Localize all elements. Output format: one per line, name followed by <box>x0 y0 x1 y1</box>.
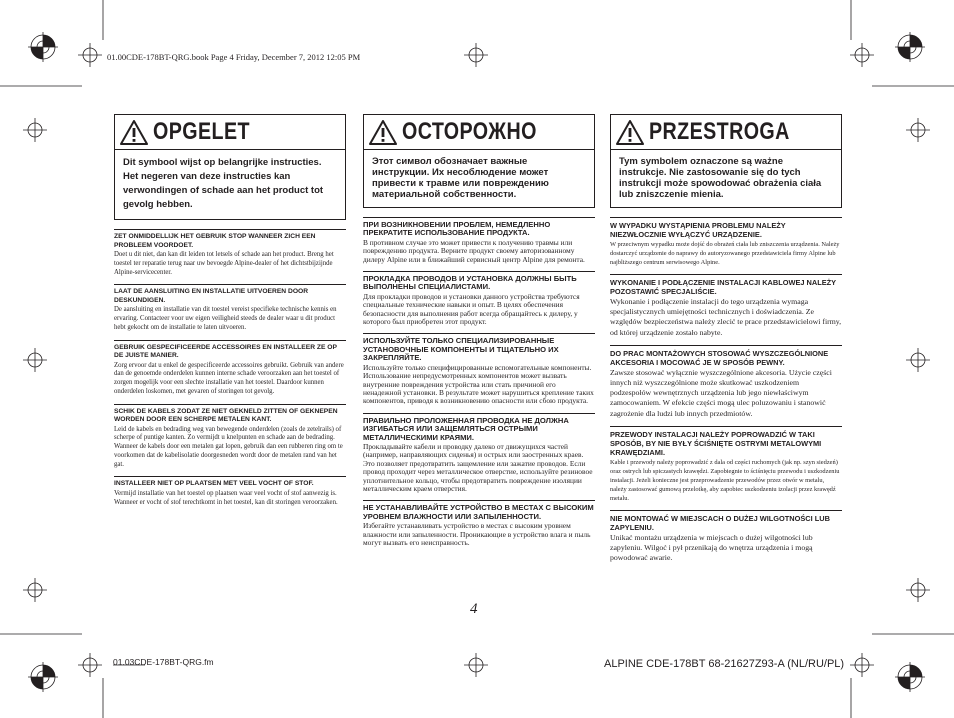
section-body: Используйте только специфицированные вспомогательные компоненты. Использование непредусмотренных компонентов может вызвать внутренние повреждения устройства или стать причиной его ненадежной установки. В результате может нарушиться крепление таких компонентов, приводя к возникновению опасности или сбою продукта. <box>363 362 594 406</box>
section-heading: ZET ONMIDDELLIJK HET GEBRUIK STOP WANNEER ZICH EEN PROBLEEM VOORDOET. <box>114 233 316 249</box>
section <box>610 510 842 564</box>
section-body: De aansluiting en installatie van dit toestel vereist specifieke technische kennis en ervaring. Contacteer voor uw eigen veiligheid steeds de dealer waar u dit product hebt gekocht om de installatie te laten uitvoeren. <box>114 306 337 331</box>
section-body: Leid de kabels en bedrading weg van bewegende onderdelen (zoals de zetelrails) of scherpe of puntige kanten. Zo vermijdt u knelpunten en schade aan de bedrading. Wanneer de kabels door een metalen gat lopen, gebruik dan een rubberen ring om te voorkomen dat de kabelisolatie doorgesneden wordt door de metalen rand van het gat. <box>114 425 343 468</box>
footer-model-code: ALPINE CDE-178BT 68-21627Z93-A (NL/RU/PL) <box>604 658 845 670</box>
section <box>610 426 842 503</box>
section-body: Unikać montażu urządzenia w miejscach o dużej wilgotności lub zapyleniu. Wilgoć i pył przenikają do wnętrza urządzenia i mogą powodować awarie. <box>610 532 813 563</box>
section <box>363 271 595 326</box>
caution-title: PRZESTROGA <box>649 118 790 145</box>
section-heading: SCHIK DE KABELS ZODAT ZE NIET GEKNELD ZITTEN OF GEKNEPEN WORDEN DOOR EEN SCHERPE METALEN KANT. <box>114 407 338 424</box>
section-heading: GEBRUIK GESPECIFICEERDE ACCESSOIRES EN INSTALLEER ZE OP DE JUISTE MANIER. <box>114 343 337 360</box>
section <box>363 500 595 547</box>
section <box>610 345 842 419</box>
column-dutch <box>114 114 346 514</box>
page-number: 4 <box>470 601 478 617</box>
section-heading: ПРАВИЛЬНО ПРОЛОЖЕННАЯ ПРОВОДКА НЕ ДОЛЖНА ИЗГИБАТЬСЯ ИЛИ ЗАЩЕМЛЯТЬСЯ ОСТРЫМИ МЕТАЛЛИЧЕСКИМИ КРАЯМИ. <box>363 415 569 442</box>
caution-intro: Tym symbolem oznaczone są ważne instrukcje. Nie zastosowanie się do tych instrukcji może spowodować obrażenia ciała lub zniszczenie mienia. <box>610 150 842 208</box>
section-heading: LAAT DE AANSLUITING EN INSTALLATIE UITVOEREN DOOR DESKUNDIGEN. <box>114 288 309 304</box>
section-body: Wykonanie i podłączenie instalacji do tego urządzenia wymaga specjalistycznych umiejętności technicznych i doświadczenia. Ze względów bezpieczeństwa należy zlecić te prace przedstawicielowi firmy, od której urządzenie zostało nabyte. <box>610 297 842 337</box>
section-body: Zawsze stosować wyłącznie wyszczególnione akcesoria. Użycie części innych niż wyszczególnione może skutkować uszkodzeniem podzespołów wewnętrznych urządzenia lub jego niewłaściwym zamocowaniem. W efekcie części mogą ulec poluzowaniu i stanowić zagrożenie dla ludzi lub innych przedmiotów. <box>610 367 832 418</box>
section-heading: DO PRAC MONTAŻOWYCH STOSOWAĆ WYSZCZEGÓLNIONE AKCESORIA I MOCOWAĆ JE W SPOSÓB PEWNY. <box>610 348 829 367</box>
section-body: Для прокладки проводов и установки данного устройства требуются специальные технические навыки и опыт. В целях обеспечения безопасности для выполнения работ всегда обращайтесь к дилеру, у которого был приобретен этот продукт. <box>363 291 580 327</box>
column-polish <box>610 114 842 570</box>
caution-title: OPGELET <box>153 118 250 145</box>
section <box>363 413 595 494</box>
section-body: Vermijd installatie van het toestel op plaatsen waar veel vocht of stof aanwezig is. Wanneer er vocht of stof terechtkomt in het toestel, kan dit storingen veroorzaken. <box>114 489 338 506</box>
section-body: Doet u dit niet, dan kan dit leiden tot letsels of schade aan het product. Breng het toestel ter reparatie terug naar uw bevoegde Alpine-dealer of het dichtstbijzijnde Alpine-servicecenter. <box>114 251 334 276</box>
warning-triangle-icon <box>119 119 149 146</box>
section-heading: PRZEWODY INSTALACJI NALEŻY POPROWADZIĆ W TAKI SPOSÓB, BY NIE BYŁY ŚCIŚNIĘTE OSTRYMI METALOWYMI KRAWĘDZIAMI. <box>610 429 822 457</box>
warning-triangle-icon <box>368 119 398 146</box>
section-heading: NIE MONTOWAĆ W MIEJSCACH O DUŻEJ WILGOTNOŚCI LUB ZAPYLENIU. <box>610 513 830 532</box>
section-heading: ПРИ ВОЗНИКНОВЕНИИ ПРОБЛЕМ, НЕМЕДЛЕННО ПРЕКРАТИТЕ ИСПОЛЬЗОВАНИЕ ПРОДУКТА. <box>363 220 551 238</box>
file-info-header: 01.00CDE-178BT-QRG.book Page 4 Friday, December 7, 2012 12:05 PM <box>107 52 361 62</box>
section-heading: WYKONANIE I PODŁĄCZENIE INSTALACJI KABLOWEJ NALEŻY POZOSTAWIĆ SPECJALIŚCIE. <box>610 278 836 296</box>
caution-intro: Dit symbool wijst op belangrijke instructies. Het negeren van deze instructies kan verwondingen of schade aan het product tot gevolg hebben. <box>114 150 346 220</box>
caution-intro: Этот символ обозначает важные инструкции. Их несоблюдение может привести к травме или повреждению материальной собственности. <box>363 150 595 208</box>
section-body: W przeciwnym wypadku może dojść do obrażeń ciała lub zniszczenia urządzenia. Należy dostarczyć urządzenie do naprawy do autoryzowanego przedstawiciela firmy Alpine lub najbliższego centrum serwisowego Alpine. <box>610 241 840 266</box>
warning-triangle-icon <box>615 119 645 146</box>
section-heading: НЕ УСТАНАВЛИВАЙТЕ УСТРОЙСТВО В МЕСТАХ С ВЫСОКИМ УРОВНЕМ ВЛАЖНОСТИ ИЛИ ЗАПЫЛЕННОСТИ. <box>363 503 594 521</box>
section-heading: ИСПОЛЬЗУЙТЕ ТОЛЬКО СПЕЦИАЛИЗИРОВАННЫЕ УСТАНОВОЧНЫЕ КОМПОНЕНТЫ И ТЩАТЕЛЬНО ИХ ЗАКРЕПЛЯЙТЕ. <box>363 336 559 363</box>
section <box>114 229 346 277</box>
section <box>363 217 595 264</box>
section <box>114 284 346 332</box>
section <box>114 340 346 397</box>
section <box>363 333 595 405</box>
caution-banner <box>114 114 346 150</box>
section <box>114 404 346 470</box>
caution-banner <box>363 114 595 150</box>
section-body: Zorg ervoor dat u enkel de gespecificeerde accessoires gebruikt. Gebruik van andere dan de genoemde onderdelen kunnen interne schade veroorzaken aan het toestel of zorgen mogelijk voor een slechte installatie van het toestel. Daardoor kunnen onderdelen loskomen, met gevaren of storingen tot gevolg. <box>114 361 344 395</box>
section-body: Избегайте устанавливать устройство в местах с высоким уровнем влажности или запыленности. Проникающие в устройство влага и пыль могут вызвать его неисправность. <box>363 521 591 547</box>
section-heading: INSTALLEER NIET OP PLAATSEN MET VEEL VOCHT OF STOF. <box>114 480 314 488</box>
section-body: Прокладывайте кабели и проводку далеко от движущихся частей (например, направляющих сиденья) и острых или заостренных краев. Это позволяет предотвратить защемление или зажатие проводов. Если провод проходит через металлическое отверстие, используйте резиновое уплотнительное кольцо, чтобы предотвратить повреждение изоляции металлическим краем отверстия. <box>363 441 593 493</box>
caution-title: ОСТОРОЖНО <box>402 118 537 145</box>
section-heading: W WYPADKU WYSTĄPIENIA PROBLEMU NALEŻY NIEZWŁOCZNIE WYŁĄCZYĆ URZĄDZENIE. <box>610 221 786 239</box>
caution-banner <box>610 114 842 150</box>
section <box>610 274 842 338</box>
section <box>114 476 346 507</box>
footer-file-name: 01.03CDE-178BT-QRG.fm <box>113 657 214 667</box>
column-russian <box>363 114 595 554</box>
section-heading: ПРОКЛАДКА ПРОВОДОВ И УСТАНОВКА ДОЛЖНЫ БЫТЬ ВЫПОЛНЕНЫ СПЕЦИАЛИСТАМИ. <box>363 274 577 292</box>
section-body: В противном случае это может привести к получению травмы или повреждению продукта. Верните продукт своему авторизованному дилеру Alpine или в ближайший сервисный центр Alpine для ремонта. <box>363 237 585 264</box>
section <box>610 217 842 267</box>
section-body: Kable i przewody należy poprowadzić z dala od części ruchomych (jak np. szyn siedzeń) oraz ostrych lub spiczastych krawędzi. Zapobiegnie to ściśnięciu przewodu i uszkodzeniu instalacji. Jeżeli konieczne jest przeprowadzenie przewodów przez otwór w metalu, należy zastosować gumową przelotkę, aby zapobiec uszkodzeniu izolacji przez krawędź metalu. <box>610 458 840 502</box>
